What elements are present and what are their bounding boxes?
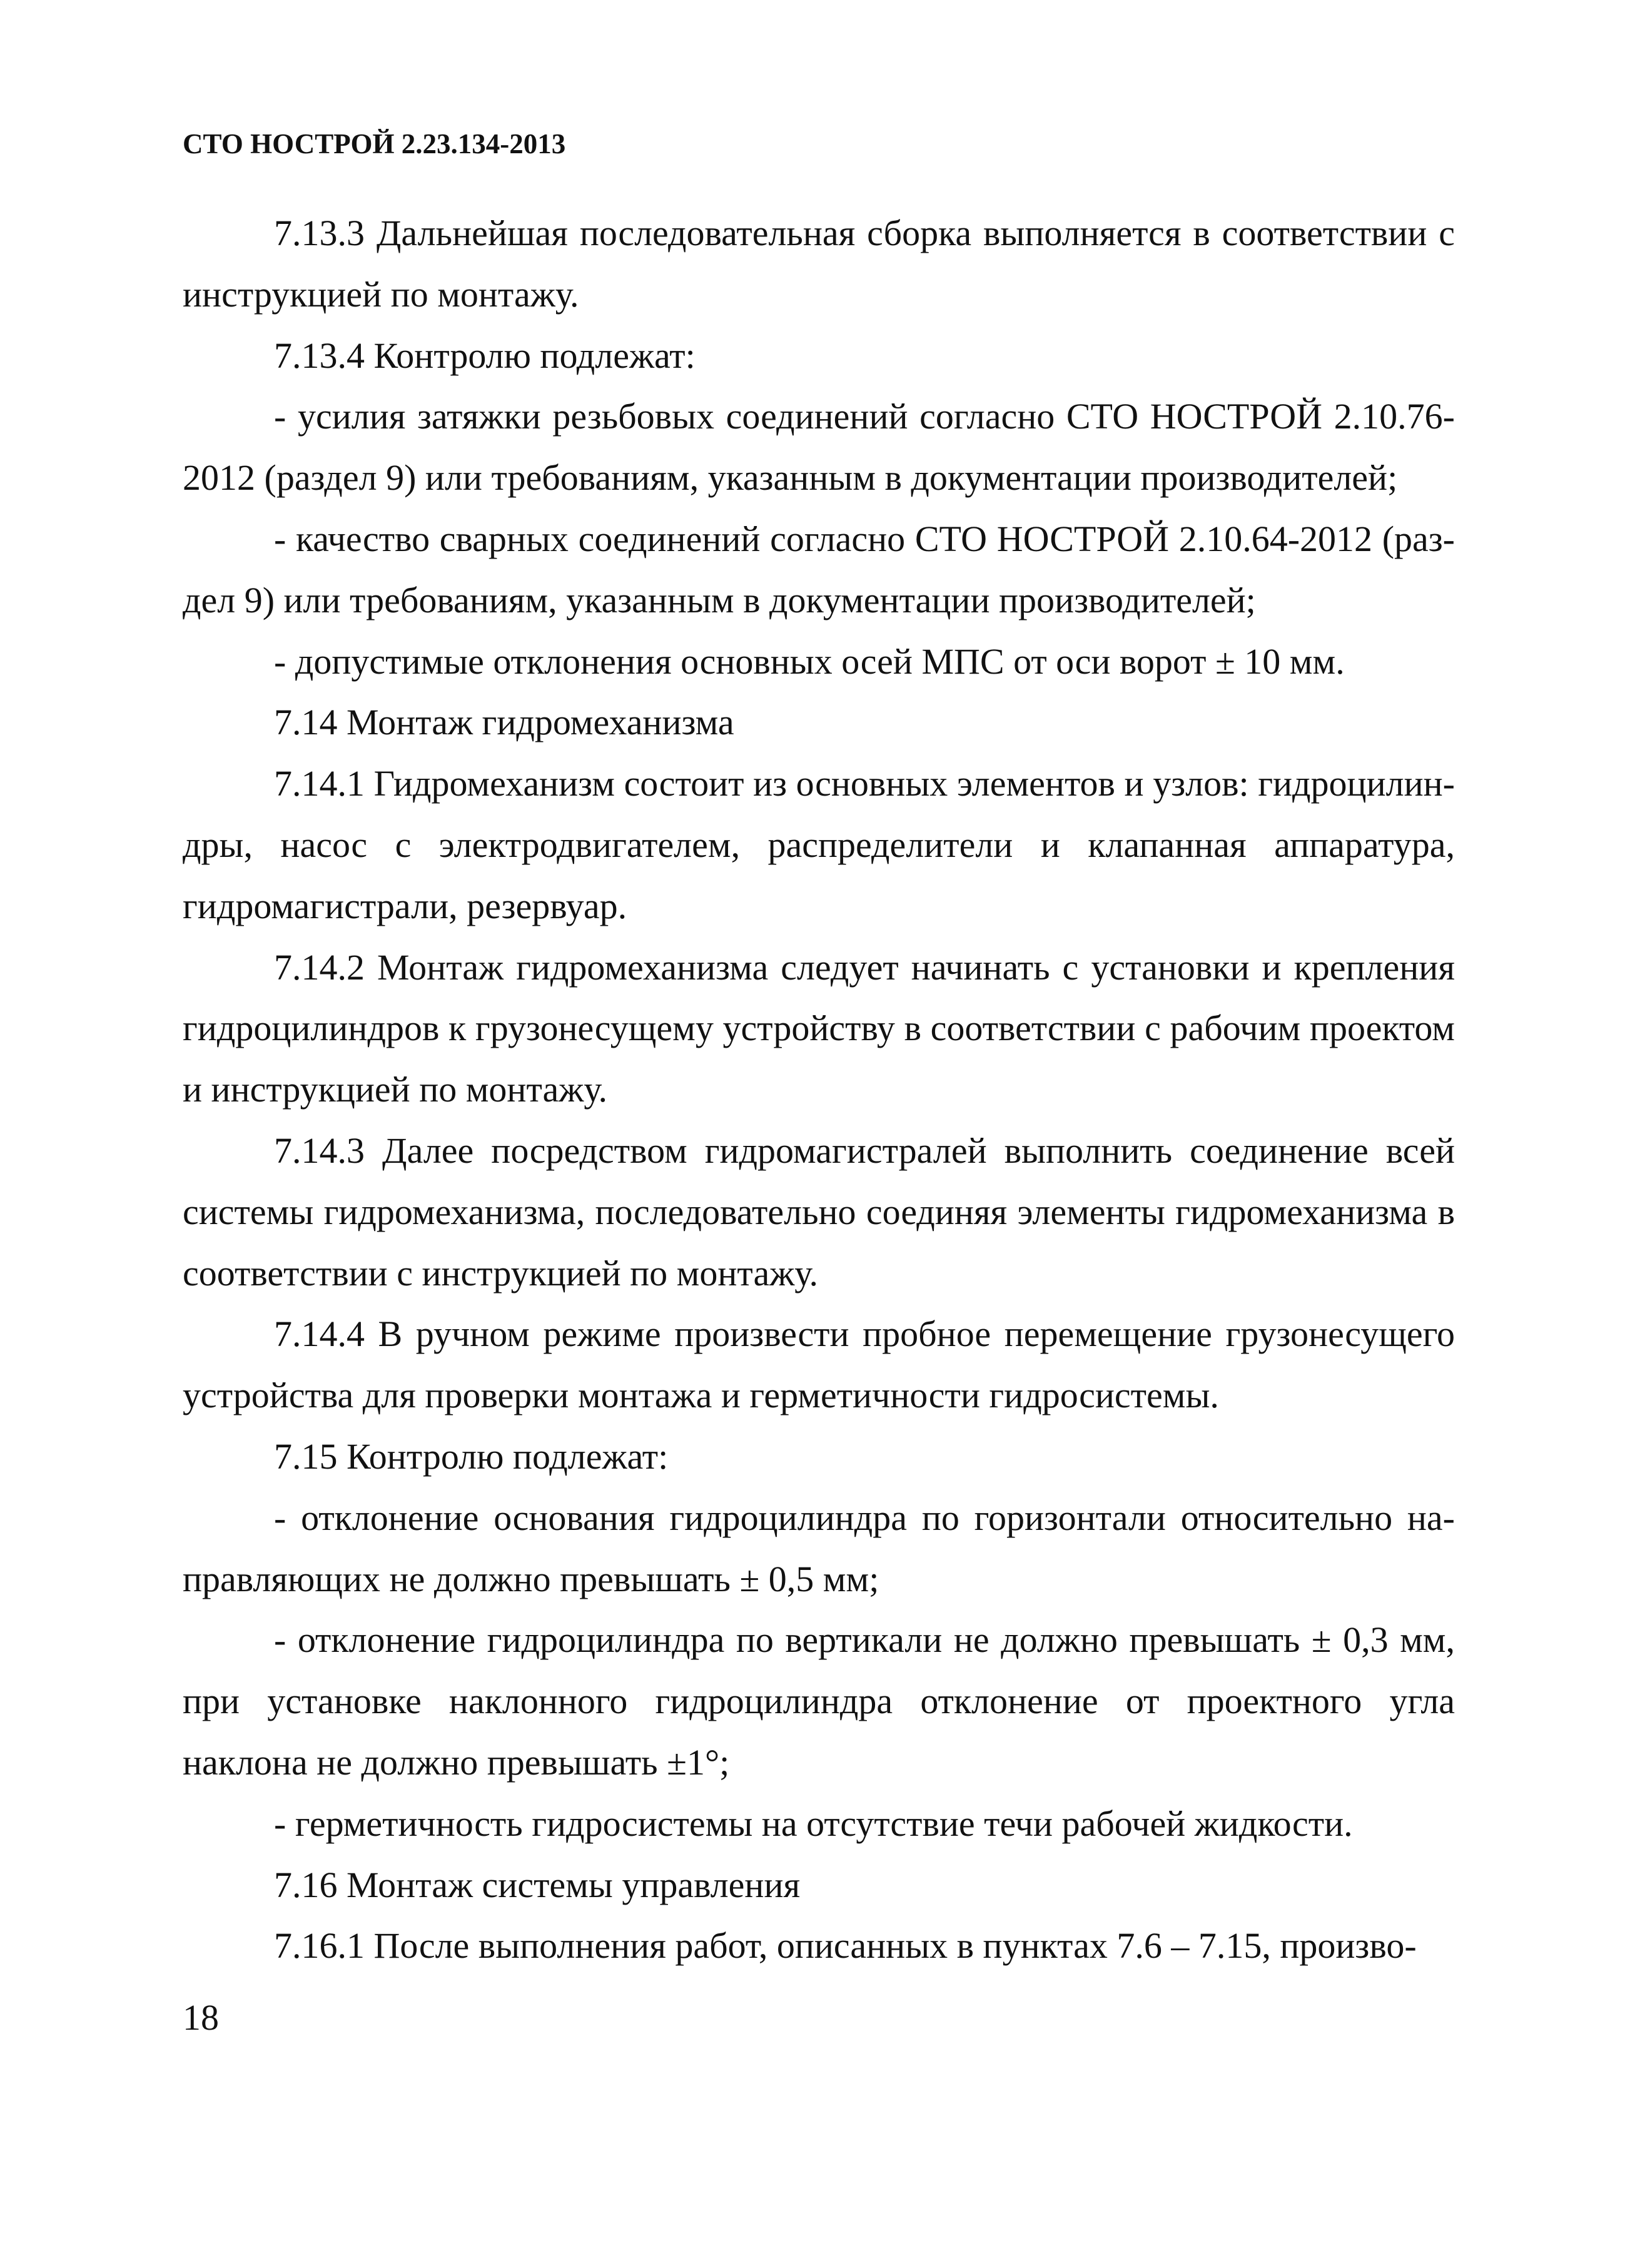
list-item-hydraulic-tightness: - герметичность гидросистемы на отсутствие течи рабочей жидкости. [274, 1803, 1353, 1844]
list-item-horizontal-deviation: - отклонение основания гидроцилиндра по горизонтали относительно направляющих не должно превышать ± 0,5 мм; [183, 1497, 1455, 1599]
page-number: 18 [183, 1997, 219, 2038]
list-item-bolt-torque: - усилия затяжки резьбовых соединений согласно СТО НОСТРОЙ 2.10.76-2012 (раздел 9) или требованиям, указанным в документации производителей; [183, 396, 1455, 499]
section-heading-7-16: 7.16 Монтаж системы управления [274, 1864, 801, 1905]
paragraph-7-14-4: 7.14.4 В ручном режиме произвести пробное перемещение грузонесущего устройства для проверки монтажа и герметичности гидросистемы. [183, 1314, 1455, 1416]
list-item-axis-deviation: - допустимые отклонения основных осей МПС от оси ворот ± 10 мм. [274, 640, 1345, 682]
section-heading-7-15: 7.15 Контролю подлежат: [274, 1435, 669, 1477]
document-body [183, 203, 1455, 1977]
list-item-vertical-deviation: - отклонение гидроцилиндра по вертикали не должно превышать ± 0,3 мм, при установке наклонного гидроцилиндра отклонение от проектного угла наклона не должно превышать ±1°; [183, 1619, 1455, 1783]
paragraph-7-14-2: 7.14.2 Монтаж гидромеханизма следует начинать с установки и крепления гидроцилиндров к грузонесущему устройству в соответствии с рабочим проектом и инструкцией по монтажу. [183, 946, 1455, 1110]
section-heading-7-14: 7.14 Монтаж гидромеханизма [274, 702, 734, 743]
paragraph-7-13-4: 7.13.4 Контролю подлежат: [274, 335, 696, 376]
paragraph-7-14-3: 7.14.3 Далее посредством гидромагистралей выполнить соединение всей системы гидромеханизма, последовательно соединяя элементы гидромеханизма в соответствии с инструкцией по монтажу. [183, 1130, 1455, 1293]
paragraph-7-14-1: 7.14.1 Гидромеханизм состоит из основных элементов и узлов: гидроцилиндры, насос с электродвигателем, распределители и клапанная аппаратура, гидромагистрали, резервуар. [183, 763, 1455, 926]
paragraph-7-16-1: 7.16.1 После выполнения работ, описанных в пунктах 7.6 – 7.15, произво- [274, 1925, 1417, 1967]
paragraph-7-13-3: 7.13.3 Дальнейшая последовательная сборка выполняется в соответствии с инструкцией по монтажу. [183, 213, 1455, 315]
list-item-weld-quality: - качество сварных соединений согласно СТО НОСТРОЙ 2.10.64-2012 (раздел 9) или требованиям, указанным в документации производителей; [183, 518, 1455, 620]
document-header: СТО НОСТРОЙ 2.23.134-2013 [183, 128, 566, 159]
